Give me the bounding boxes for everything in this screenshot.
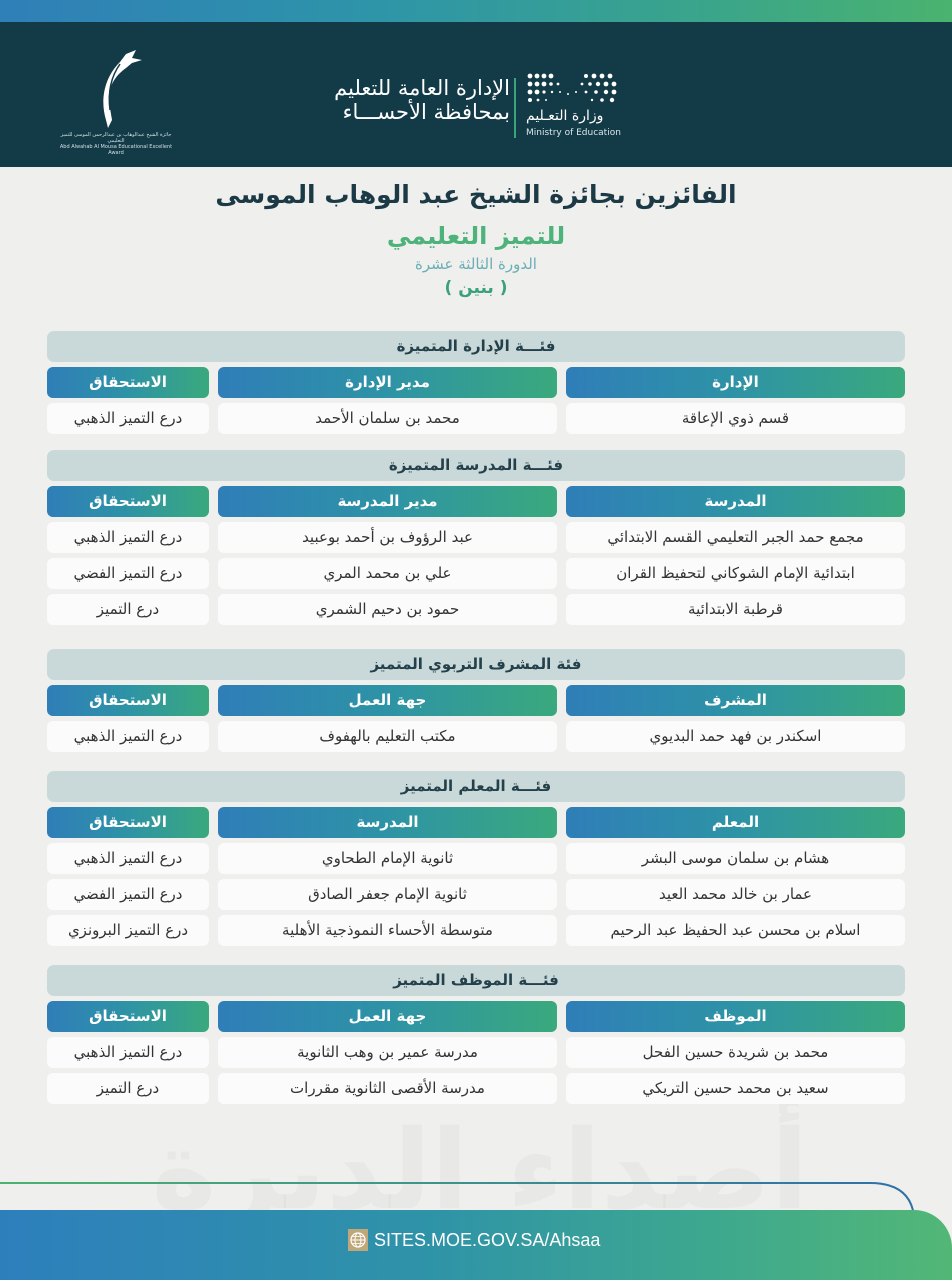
category-title: فئـــة الإدارة المتميزة bbox=[47, 331, 905, 362]
award-torch-icon bbox=[86, 48, 146, 130]
table-row bbox=[47, 1037, 905, 1068]
table-row bbox=[47, 879, 905, 910]
award-cycle: الدورة الثالثة عشرة bbox=[415, 255, 537, 273]
cell-award: درع التميز البرونزي bbox=[47, 915, 209, 946]
cell-school: ابتدائية الإمام الشوكاني لتحفيظ القران bbox=[566, 558, 905, 589]
table-row bbox=[47, 558, 905, 589]
table-row bbox=[47, 522, 905, 553]
column-header: المعلم bbox=[566, 807, 905, 838]
column-header: مدير المدرسة bbox=[218, 486, 557, 517]
ministry-name-ar: وزارة التعـليم bbox=[526, 108, 604, 124]
header-row bbox=[47, 685, 905, 716]
column-header: المشرف bbox=[566, 685, 905, 716]
table-row bbox=[47, 403, 905, 434]
directorate-line-1: الإدارة العامة للتعليم bbox=[334, 76, 510, 100]
page-subtitle: للتميز التعليمي bbox=[386, 222, 566, 250]
cell-award: درع التميز الذهبي bbox=[47, 843, 209, 874]
table-row bbox=[47, 1073, 905, 1104]
header-row bbox=[47, 807, 905, 838]
cell-manager: محمد بن سلمان الأحمد bbox=[218, 403, 557, 434]
category-title: فئـــة المدرسة المتميزة bbox=[47, 450, 905, 481]
table-row bbox=[47, 594, 905, 625]
title-block bbox=[0, 178, 952, 300]
table-row bbox=[47, 915, 905, 946]
cell-principal: عبد الرؤوف بن أحمد بوعبيد bbox=[218, 522, 557, 553]
cell-teacher: هشام بن سلمان موسى البشر bbox=[566, 843, 905, 874]
column-header: الإدارة bbox=[566, 367, 905, 398]
gender-label: ( بنين ) bbox=[444, 278, 508, 298]
category-title: فئة المشرف التربوي المتميز bbox=[47, 649, 905, 680]
cell-school: متوسطة الأحساء النموذجية الأهلية bbox=[218, 915, 557, 946]
website-url[interactable]: SITES.MOE.GOV.SA/Ahsaa bbox=[374, 1229, 601, 1250]
top-gradient-strip bbox=[0, 0, 952, 22]
cell-award: درع التميز bbox=[47, 594, 209, 625]
column-header: المدرسة bbox=[218, 807, 557, 838]
column-header: الاستحقاق bbox=[47, 685, 209, 716]
globe-icon bbox=[348, 1229, 368, 1251]
award-logo-caption bbox=[56, 132, 176, 156]
cell-award: درع التميز الذهبي bbox=[47, 1037, 209, 1068]
ministry-branding bbox=[318, 72, 628, 144]
ministry-name-en: Ministry of Education bbox=[526, 128, 621, 138]
column-header: جهة العمل bbox=[218, 1001, 557, 1032]
section-administration bbox=[47, 331, 905, 434]
table-row bbox=[47, 843, 905, 874]
header-row bbox=[47, 486, 905, 517]
vertical-divider bbox=[514, 78, 516, 138]
cell-principal: حمود بن دحيم الشمري bbox=[218, 594, 557, 625]
award-logo bbox=[56, 48, 176, 156]
cell-award: درع التميز الذهبي bbox=[47, 522, 209, 553]
cell-school: قرطبة الابتدائية bbox=[566, 594, 905, 625]
cell-teacher: اسلام بن محسن عبد الحفيظ عبد الرحيم bbox=[566, 915, 905, 946]
column-header: جهة العمل bbox=[218, 685, 557, 716]
cell-teacher: عمار بن خالد محمد العيد bbox=[566, 879, 905, 910]
cell-school: ثانوية الإمام جعفر الصادق bbox=[218, 879, 557, 910]
section-employee bbox=[47, 965, 905, 1104]
column-header: الاستحقاق bbox=[47, 486, 209, 517]
cell-award: درع التميز الفضي bbox=[47, 558, 209, 589]
cell-employee: محمد بن شريدة حسين الفحل bbox=[566, 1037, 905, 1068]
award-caption-ar: جائزة الشيخ عبدالوهاب بن عبدالرحمن الموسى للتميز التعليمي bbox=[60, 132, 172, 144]
cell-school: مجمع حمد الجبر التعليمي القسم الابتدائي bbox=[566, 522, 905, 553]
cell-award: درع التميز الذهبي bbox=[47, 721, 209, 752]
column-header: مدير الإدارة bbox=[218, 367, 557, 398]
website-link[interactable] bbox=[348, 1228, 600, 1252]
column-header: الاستحقاق bbox=[47, 1001, 209, 1032]
column-header: الاستحقاق bbox=[47, 367, 209, 398]
cell-award: درع التميز الفضي bbox=[47, 879, 209, 910]
column-header: المدرسة bbox=[566, 486, 905, 517]
moe-dots-logo-icon bbox=[526, 72, 618, 106]
section-school bbox=[47, 450, 905, 625]
directorate-name bbox=[310, 76, 510, 124]
directorate-line-2: بمحافظة الأحســـاء bbox=[342, 100, 510, 124]
cell-award: درع التميز الذهبي bbox=[47, 403, 209, 434]
cell-principal: علي بن محمد المري bbox=[218, 558, 557, 589]
cell-administration: قسم ذوي الإعاقة bbox=[566, 403, 905, 434]
header-row bbox=[47, 1001, 905, 1032]
header-row bbox=[47, 367, 905, 398]
section-teacher bbox=[47, 771, 905, 946]
cell-school: ثانوية الإمام الطحاوي bbox=[218, 843, 557, 874]
cell-award: درع التميز bbox=[47, 1073, 209, 1104]
cell-supervisor: اسكندر بن فهد حمد البديوي bbox=[566, 721, 905, 752]
award-caption-en: Abd Alwahab Al Mousa Educational Excellent Award bbox=[59, 144, 173, 156]
column-header: الاستحقاق bbox=[47, 807, 209, 838]
section-supervisor bbox=[47, 649, 905, 752]
cell-workplace: مدرسة الأقصى الثانوية مقررات bbox=[218, 1073, 557, 1104]
column-header: الموظف bbox=[566, 1001, 905, 1032]
category-title: فئـــة المعلم المتميز bbox=[47, 771, 905, 802]
header-banner bbox=[0, 22, 952, 167]
category-title: فئـــة الموظف المتميز bbox=[47, 965, 905, 996]
cell-employee: سعيد بن محمد حسين التريكي bbox=[566, 1073, 905, 1104]
cell-workplace: مدرسة عمير بن وهب الثانوية bbox=[218, 1037, 557, 1068]
table-row bbox=[47, 721, 905, 752]
page-title: الفائزين بجائزة الشيخ عبد الوهاب الموسى bbox=[215, 180, 737, 209]
cell-workplace: مكتب التعليم بالهفوف bbox=[218, 721, 557, 752]
watermark-text: أصداء الديرة bbox=[151, 1106, 809, 1234]
